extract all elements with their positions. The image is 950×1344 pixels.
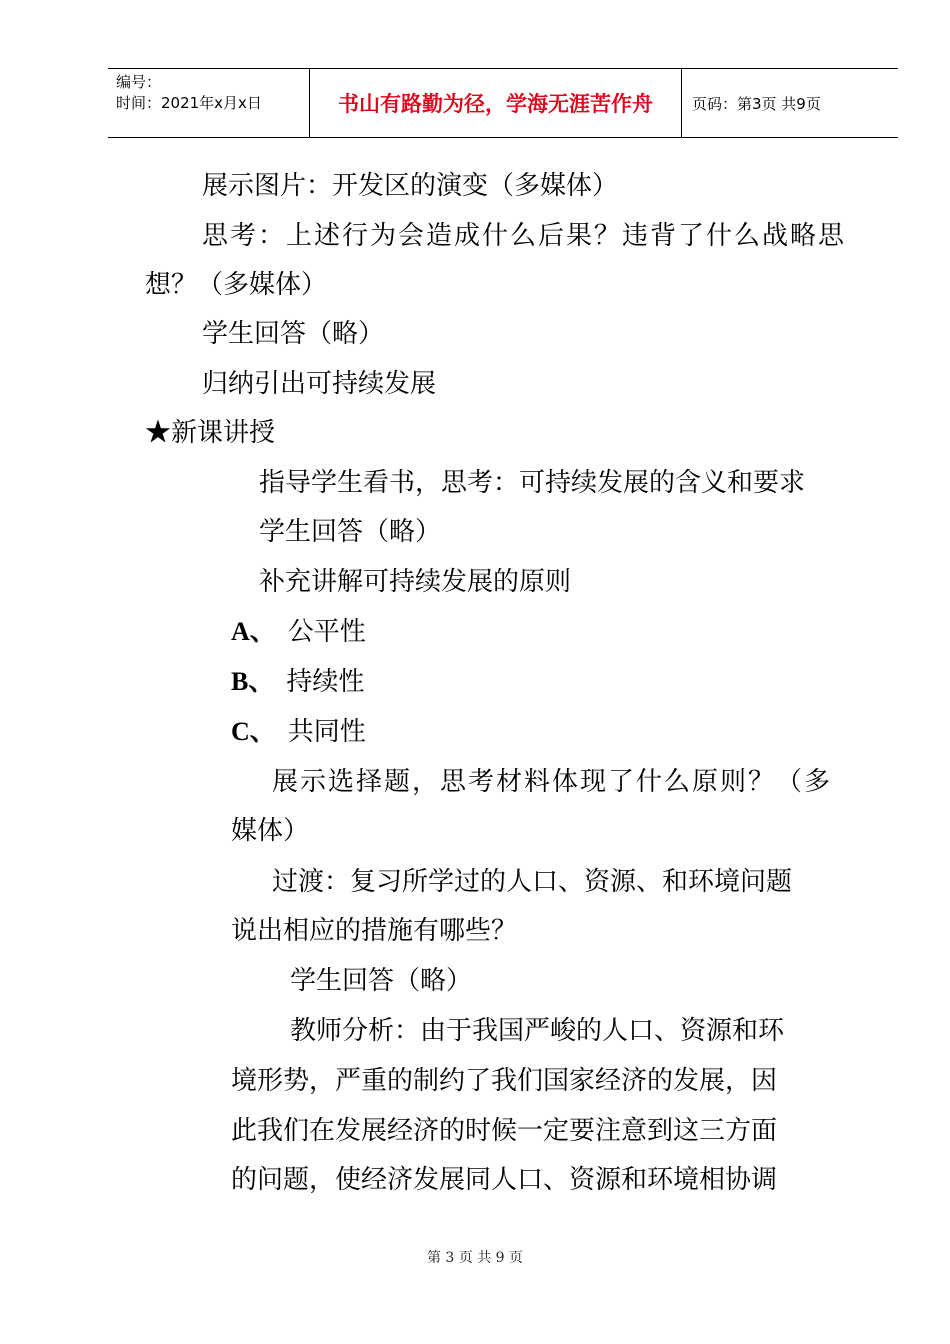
body-line: 思考：上述行为会造成什么后果？违背了什么战略思 [202, 221, 847, 251]
body-line: 展示选择题，思考材料体现了什么原则？（多 [272, 767, 833, 797]
principle-label: C、 [231, 717, 276, 746]
body-line: 说出相应的措施有哪些？ [231, 916, 518, 946]
principle-label: B、 [231, 667, 275, 696]
principle-text: 公平性 [287, 617, 366, 647]
principle-text: 共同性 [287, 717, 366, 747]
body-line: 指导学生看书，思考：可持续发展的含义和要求 [259, 468, 806, 498]
header-motto: 书山有路勤为径，学海无涯苦作舟 [310, 69, 682, 137]
body-line: 教师分析：由于我国严峻的人口、资源和环 [290, 1016, 785, 1046]
principle-item [231, 666, 364, 698]
body-line: 媒体） [231, 816, 310, 846]
body-line: 学生回答（略） [259, 517, 442, 547]
page-header [108, 68, 898, 138]
body-line: 补充讲解可持续发展的原则 [259, 567, 572, 597]
body-line: 归纳引出可持续发展 [202, 369, 437, 399]
time-label: 时间：2021年x月x日 [116, 94, 262, 112]
body-line: 展示图片：开发区的演变（多媒体） [202, 171, 619, 201]
page-footer: 第 3 页 共 9 页 [426, 1250, 524, 1266]
body-line: 的问题，使经济发展同人口、资源和环境相协调 [231, 1165, 778, 1195]
body-line: 学生回答（略） [290, 966, 473, 996]
body-line: 学生回答（略） [202, 319, 385, 349]
principle-text: 持续性 [286, 667, 365, 697]
header-meta [108, 69, 310, 137]
body-line: 想？（多媒体） [145, 270, 328, 300]
principle-item [231, 616, 366, 648]
principle-label: A、 [231, 617, 276, 646]
body-line: 境形势，严重的制约了我们国家经济的发展，因 [231, 1066, 778, 1096]
body-line: 过渡：复习所学过的人口、资源、和环境问题 [272, 867, 793, 897]
number-label: 编号： [116, 73, 162, 91]
section-heading: ★新课讲授 [145, 418, 276, 448]
header-page-label: 页码：第3页 共9页 [692, 94, 821, 113]
principle-item [231, 716, 366, 748]
body-line: 此我们在发展经济的时候一定要注意到这三方面 [231, 1116, 778, 1146]
